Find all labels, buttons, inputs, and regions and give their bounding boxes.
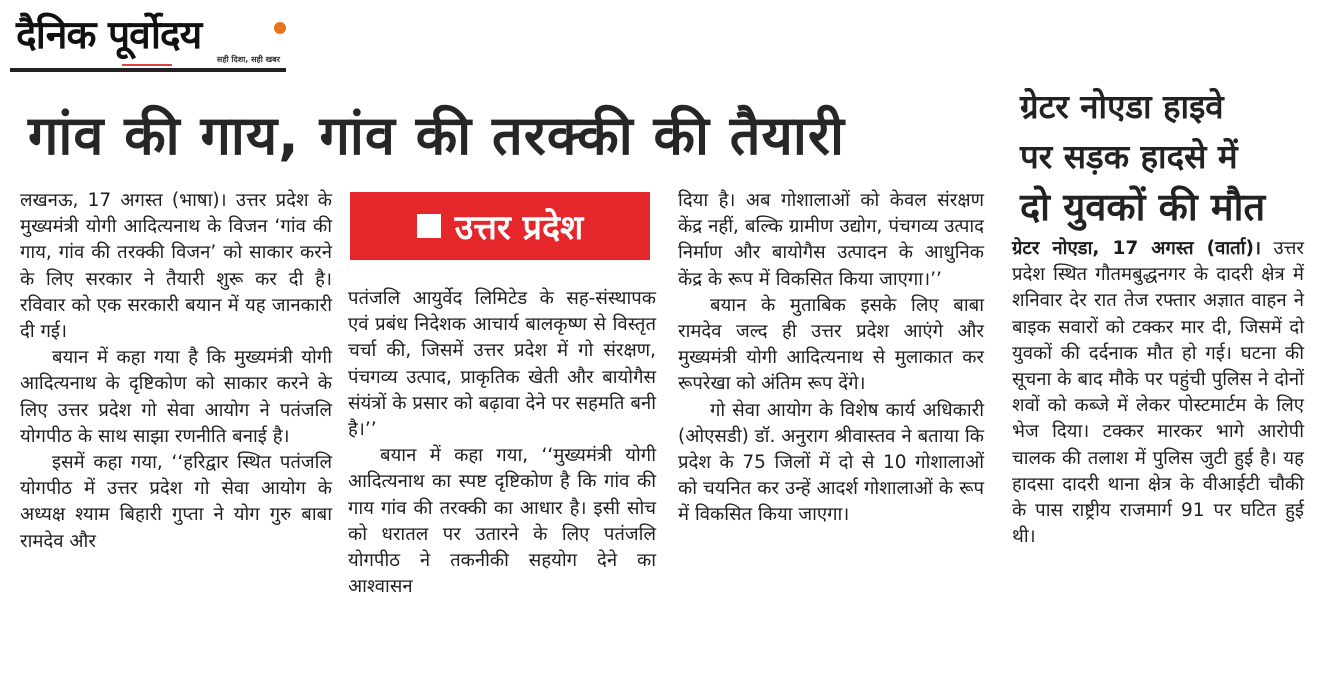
- article-paragraph: बयान के मुताबिक इसके लिए बाबा रामदेव जल्द ही उत्तर प्रदेश आएंगे और मुख्यमंत्री योगी आदित्यनाथ से मुलाकात कर रूपरेखा को अंतिम रूप देंगे।: [678, 294, 984, 395]
- side-article-text: [1012, 236, 1304, 550]
- main-headline: गांव की गाय, गांव की तरक्की की तैयारी: [28, 104, 845, 167]
- masthead-tagline: सही दिशा, सही खबर: [216, 55, 280, 64]
- article-column-1: [20, 188, 332, 555]
- masthead-accent: [122, 64, 172, 66]
- section-banner-label: उत्तर प्रदेश: [454, 208, 584, 248]
- article-paragraph: बयान में कहा गया है कि मुख्यमंत्री योगी आदित्यनाथ के दृष्टिकोण को साकार करने के लिए उत्तर प्रदेश गो सेवा आयोग ने पतंजलि योगपीठ के साथ साझा रणनीति बनाई है।: [20, 347, 332, 447]
- side-article: [1012, 236, 1304, 550]
- article-paragraph: गो सेवा आयोग के विशेष कार्य अधिकारी (ओएसडी) डॉ. अनुराग श्रीवास्तव ने बताया कि प्रदेश के 75 जिलों में दो से 10 गोशालाओं को चयनित कर उन्हें आदर्श गोशालाओं के रूप में विकसित किया जाएगा।: [678, 399, 984, 526]
- logo-dot-icon: [274, 22, 286, 34]
- masthead-rule: [10, 68, 286, 72]
- newspaper-logo: दैनिक पूर्वोदय: [16, 13, 202, 58]
- article-column-2: [348, 286, 656, 600]
- side-dateline: ग्रेटर नोएडा, 17 अगस्त (वार्ता)।: [1012, 238, 1261, 259]
- side-headline-line: दो युवकों की मौत: [1020, 185, 1266, 229]
- article-column-3: [678, 188, 984, 529]
- article-paragraph: बयान में कहा गया, ‘‘मुख्यमंत्री योगी आदित्यनाथ का स्पष्ट दृष्टिकोण है कि गांव की गाय गांव की तरक्की का आधार है। इसी सोच को धरातल पर उतारने के लिए पतंजलि योगपीठ ने तकनीकी सहयोग देने का आश्वासन: [348, 445, 656, 598]
- article-paragraph: दिया है। अब गोशालाओं को केवल संरक्षण केंद्र नहीं, बल्कि ग्रामीण उद्योग, पंचगव्य उत्पाद निर्माण और बायोगैस उत्पादन के आधुनिक केंद्र के रूप में विकसित किया जाएगा।’’: [678, 190, 984, 290]
- side-headline-line: पर सड़क हादसे में: [1020, 137, 1238, 176]
- section-banner: [350, 192, 650, 260]
- square-icon: [417, 214, 441, 238]
- article-paragraph: लखनऊ, 17 अगस्त (भाषा)। उत्तर प्रदेश के मुख्यमंत्री योगी आदित्यनाथ के विजन ‘गांव की गाय, गांव की तरक्की विजन’ को साकार करने के लिए सरकार ने तैयारी शुरू कर दी है। रविवार को एक सरकारी बयान में यह जानकारी दी गई।: [20, 190, 332, 343]
- side-headline-line: ग्रेटर नोएडा हाइवे: [1020, 87, 1224, 126]
- article-paragraph: इसमें कहा गया, ‘‘हरिद्वार स्थित पतंजलि योगपीठ में उत्तर प्रदेश गो सेवा आयोग के अध्यक्ष श्याम बिहारी गुप्ता ने योग गुरु बाबा रामदेव और: [20, 452, 332, 552]
- side-headline: [1020, 82, 1302, 232]
- article-paragraph: पतंजलि आयुर्वेद लिमिटेड के सह-संस्थापक एवं प्रबंध निदेशक आचार्य बालकृष्ण से विस्तृत चर्चा की, जिसमें उत्तर प्रदेश में गो संरक्षण, पंचगव्य उत्पाद, प्राकृतिक खेती और बायोगैस संयंत्रों के प्रसार को बढ़ावा देने पर सहमति बनी है।’’: [348, 288, 656, 441]
- masthead: [10, 8, 286, 72]
- side-article-body: उत्तर प्रदेश स्थित गौतमबुद्धनगर के दादरी क्षेत्र में शनिवार देर रात तेज रफ्तार अज्ञात वाहन ने बाइक सवारों को टक्कर मार दी, जिसमें दो युवकों की दर्दनाक मौत हो गई। घटना की सूचना के बाद मौके पर पहुंची पुलिस ने दोनों शवों को कब्जे में लेकर पोस्टमार्टम के लिए भेज दिया। टक्कर मारकर भागे आरोपी चालक की तलाश में पुलिस जुटी हुई है। यह हादसा दादरी थाना क्षेत्र के वीआईटी चौकी के पास राष्ट्रीय राजमार्ग 91 पर घटित हुई थी।: [1012, 238, 1304, 548]
